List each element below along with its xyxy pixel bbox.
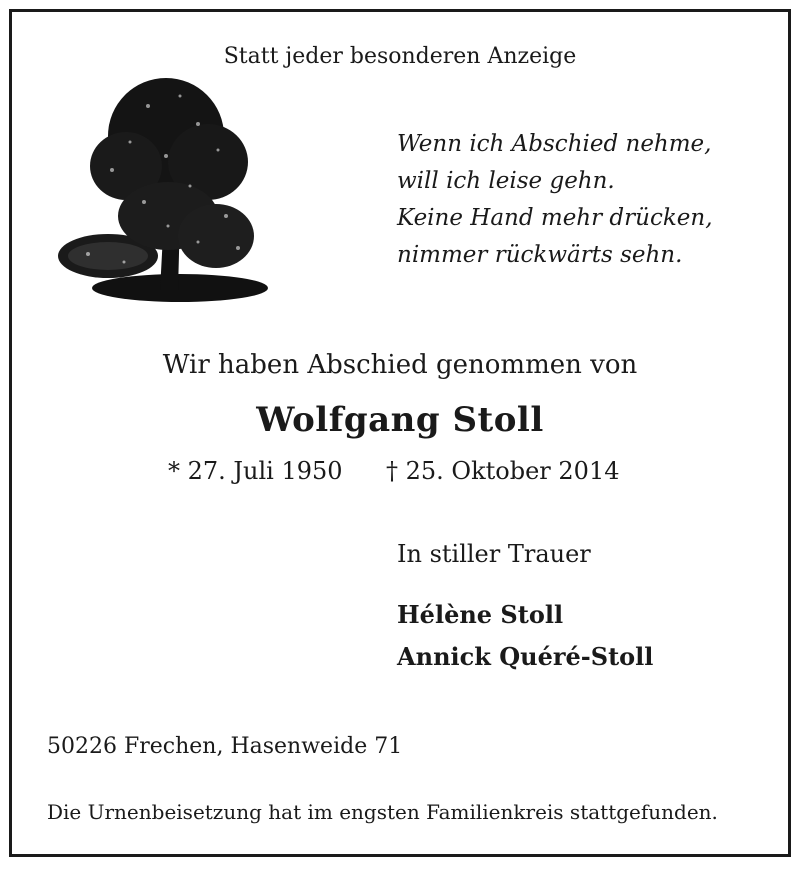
burial-note: Die Urnenbeisetzung hat im engsten Familienkreis stattgefunden. [47,800,718,824]
mourner-name: Hélène Stoll [397,600,564,629]
poem-line: Wenn ich Abschied nehme, [397,131,712,157]
poem-line: Keine Hand mehr drücken, [397,205,713,231]
deceased-name: Wolfgang Stoll [256,400,544,440]
poem [397,126,713,274]
mourner-name: Annick Quéré-Stoll [397,642,654,671]
notice-header: Statt jeder besonderen Anzeige [223,44,577,69]
mourning-line: In stiller Trauer [397,540,591,568]
death-date: † 25. Oktober 2014 [386,457,620,485]
poem-line: nimmer rückwärts sehn. [397,242,683,268]
address: 50226 Frechen, Hasenweide 71 [47,734,403,759]
intro-line: Wir haben Abschied genommen von [162,350,638,380]
birth-date: * 27. Juli 1950 [168,457,343,485]
tree-illustration-icon [48,66,270,314]
poem-line: will ich leise gehn. [397,168,615,194]
